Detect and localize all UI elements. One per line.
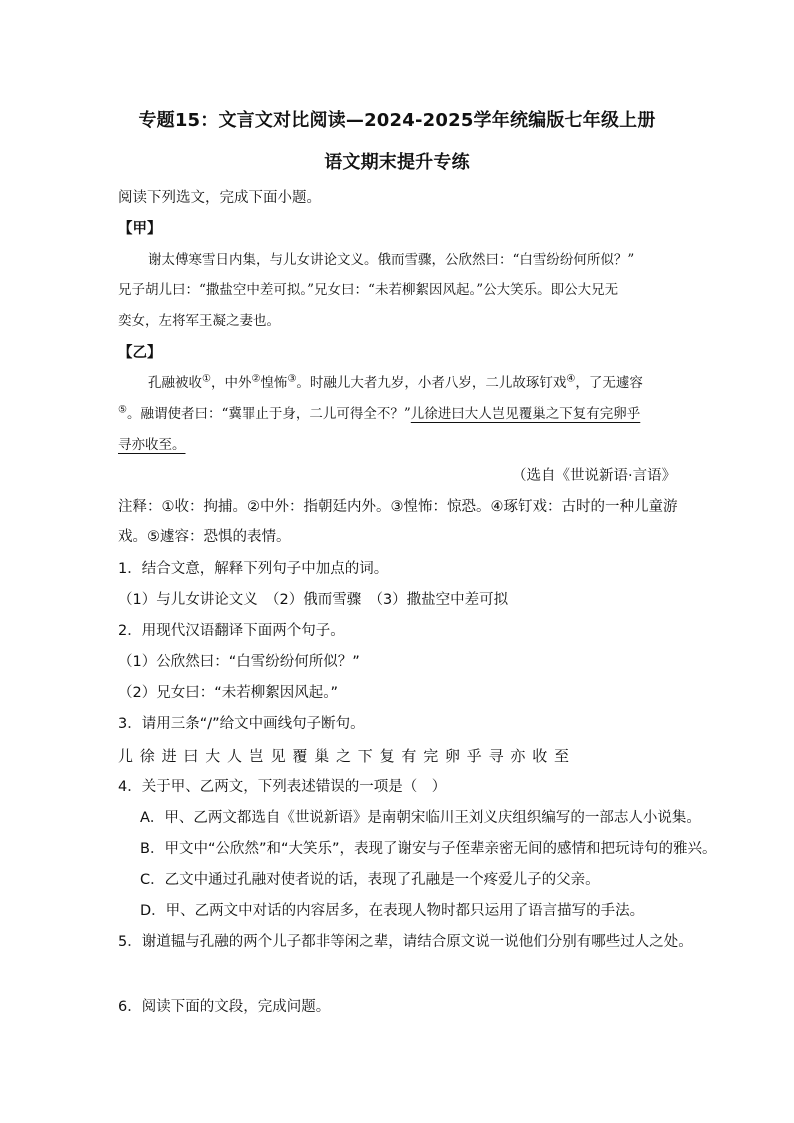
notes-line-1: 注释：①收：拘捕。②中外：指朝廷内外。③惶怖：惊恐。④琢钉戏：古时的一种儿童游 [118,499,678,515]
instruction-text: 阅读下列选文，完成下面小题。 [118,190,321,206]
passage-yi-text-segment: 。融谓使者曰：“冀罪止于身，二儿可得全不？” [126,406,411,422]
passage-yi-label: 【乙】 [118,345,162,361]
source-citation: （选自《世说新语·言语》 [512,468,677,484]
passage-yi-text-segment: 。时融儿大者九岁，小者八岁，二儿故琢钉戏 [296,375,567,391]
passage-yi-text-segment: ，了无遽容 [575,375,643,391]
question-4-stem: 4．关于甲、乙两文，下列表述错误的一项是（ ） [118,779,447,795]
passage-yi-line-2 [118,404,640,424]
passage-yi-text-segment: 惶怖 [260,375,288,391]
footnote-marker-1: ① [202,373,211,385]
underlined-sentence-part-1: 儿徐进曰大人岂见覆巢之下复有完卵乎 [410,406,641,422]
passage-jia-label: 【甲】 [118,221,162,237]
question-2-stem: 2．用现代汉语翻译下面两个句子。 [118,623,345,639]
footnote-marker-5: ⑤ [118,404,127,416]
document-title-line-1: 专题15：文言文对比阅读—2024-2025学年统编版七年级上册 [138,110,656,131]
question-4-option-c: C．乙文中通过孔融对使者说的话，表现了孔融是一个疼爱儿子的父亲。 [140,872,600,888]
underlined-sentence-part-2: 寻亦收至。 [118,437,186,453]
document-title-line-2: 语文期末提升专练 [324,152,470,173]
passage-jia-line-1: 谢太傅寒雪日内集，与儿女讲论文义。俄而雪骤，公欣然曰：“白雪纷纷何所似？” [148,252,635,268]
footnote-marker-4: ④ [566,373,576,385]
notes-line-2: 戏。⑤遽容：恐惧的表情。 [118,529,291,545]
question-1-stem: 1．结合文意，解释下列句子中加点的词。 [118,561,389,577]
question-4-option-b: B．甲文中“公欣然”和“大笑乐”，表现了谢安与子侄辈亲密无间的感情和把玩诗句的雅兴。 [140,841,717,857]
question-5-stem: 5．谢道韫与孔融的两个儿子都非等闲之辈，请结合原文说一说他们分别有哪些过人之处。 [118,934,693,950]
question-1-items: （1）与儿女讲论文义 （2）俄而雪骤 （3）撒盐空中差可拟 [118,592,509,608]
footnote-marker-2: ② [251,373,261,385]
question-2-item-1: （1）公欣然曰：“白雪纷纷何所似？” [118,654,360,670]
footnote-marker-3: ③ [287,373,297,385]
passage-jia-line-2: 兄子胡儿曰：“撒盐空中差可拟。”兄女曰：“未若柳絮因风起。”公大笑乐。即公大兄无 [118,282,619,298]
question-4-option-a: A．甲、乙两文都选自《世说新语》是南朝宋临川王刘义庆组织编写的一部志人小说集。 [140,810,701,826]
passage-yi-text-segment: 孔融被收 [148,375,202,391]
passage-yi-text-segment: ，中外 [210,375,252,391]
question-6-stem: 6．阅读下面的文段，完成问题。 [118,999,331,1015]
passage-yi-line-1 [148,373,643,393]
question-4-option-d: D．甲、乙两文中对话的内容居多，在表现人物时都只运用了语言描写的手法。 [140,903,645,919]
question-3-stem: 3．请用三条“/”给文中画线句子断句。 [118,716,365,732]
question-3-sentence: 儿徐进曰大人岂见覆巢之下复有完卵乎寻亦收至 [118,747,576,765]
passage-jia-line-3: 奕女，左将军王凝之妻也。 [118,313,280,329]
question-2-item-2: （2）兄女曰：“未若柳絮因风起。” [118,685,338,701]
